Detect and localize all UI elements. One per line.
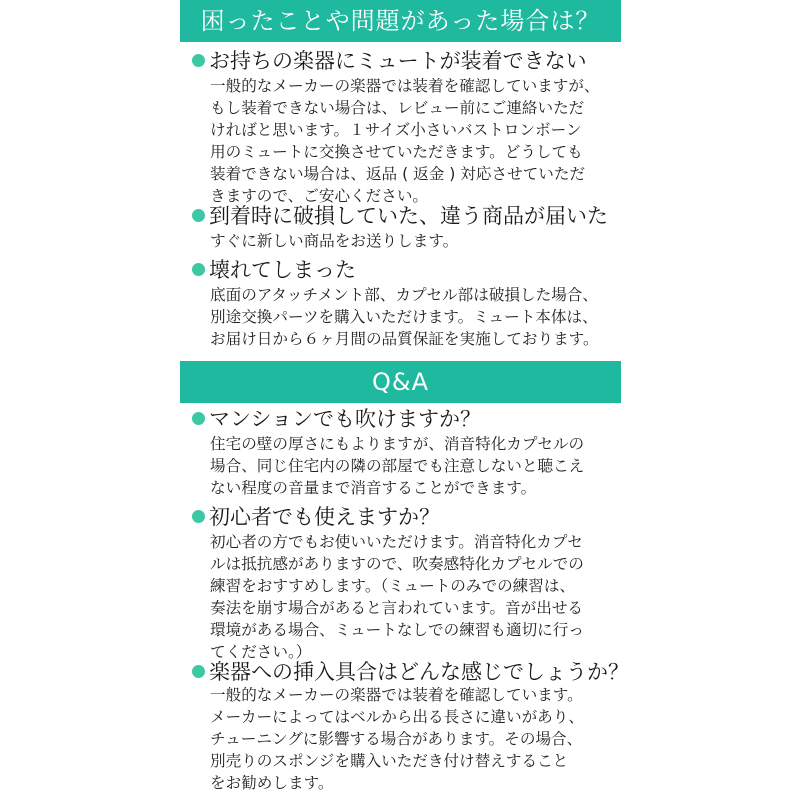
answer-damaged <box>210 230 610 252</box>
bullet-dot-icon <box>192 209 205 222</box>
bullet-dot-icon <box>192 54 205 67</box>
question-text: 到着時に破損していた、違う商品が届いた <box>209 204 608 228</box>
answer-line: もし装着できない場合は、レビュー前にご連絡いただ <box>210 99 585 117</box>
answer-line: 一般的なメーカーの楽器では装着を確認していますが、 <box>210 77 600 95</box>
question-beginner <box>192 503 440 531</box>
answer-line: お届け日から６ヶ月間の品質保証を実施しております。 <box>210 330 599 348</box>
answer-line: をお勧めします。 <box>210 774 334 792</box>
bullet-dot-icon <box>192 665 205 678</box>
answer-line: すぐに新しい商品をお送りします。 <box>210 232 459 250</box>
bullet-dot-icon <box>192 263 205 276</box>
question-text: 楽器への挿入具合はどんな感じでしょうか？ <box>209 660 629 684</box>
answer-beginner <box>210 531 610 663</box>
question-text: 壊れてしまった <box>209 258 356 282</box>
answer-line: 環境がある場合、ミュートなしでの練習も適切に行っ <box>210 621 584 639</box>
question-broken <box>192 256 356 284</box>
question-damaged <box>192 202 608 230</box>
question-insertion <box>192 658 629 686</box>
bullet-dot-icon <box>192 510 205 523</box>
answer-line: 別途交換パーツを購入いただけます。ミュート本体は、 <box>210 308 598 326</box>
answer-line: メーカーによってはベルから出る長さに違いがあり、 <box>210 708 584 726</box>
qa-banner: Q&A <box>180 361 621 403</box>
answer-line: ルは抵抗感がありますので、吹奏感特化カプセルでの <box>210 555 584 573</box>
question-text: お持ちの楽器にミュートが装着できない <box>209 49 587 73</box>
answer-line: てください。） <box>210 643 312 661</box>
answer-line: 練習をおすすめします。（ミュートのみでの練習は、 <box>210 577 576 595</box>
answer-line: 用のミュートに交換させていただきます。どうしても <box>210 143 583 161</box>
answer-line: ければと思います。１サイズ小さいバストロンボーン <box>210 121 582 139</box>
answer-line: 住宅の壁の厚さにもよりますが、消音特化カプセルの <box>210 435 585 453</box>
trouble-banner: 困ったことや問題があった場合は？ <box>180 0 621 42</box>
answer-line: 奏法を崩す場合があると言われています。音が出せる <box>210 599 584 617</box>
answer-apartment <box>210 433 610 499</box>
bullet-dot-icon <box>192 412 205 425</box>
answer-insertion <box>210 684 610 794</box>
answer-line: 底面のアタッチメント部、カプセル部は破損した場合、 <box>210 286 598 304</box>
answer-line: きますので、ご安心ください。 <box>210 187 429 205</box>
answer-line: 初心者の方でもお使いいただけます。消音特化カプセ <box>210 533 583 551</box>
answer-mute-fit <box>210 75 610 207</box>
question-text: マンションでも吹けますか？ <box>209 407 482 431</box>
answer-line: ない程度の音量まで消音することができます。 <box>210 479 537 497</box>
question-apartment <box>192 405 481 433</box>
answer-line: 別売りのスポンジを購入いただき付け替えすること <box>210 752 569 770</box>
answer-line: 一般的なメーカーの楽器では装着を確認しています。 <box>210 686 583 704</box>
answer-line: チューニングに影響する場合があります。その場合、 <box>210 730 583 748</box>
answer-line: 場合、同じ住宅内の隣の部屋でも注意しないと聴こえ <box>210 457 585 475</box>
answer-broken <box>210 284 610 350</box>
question-mute-fit <box>192 47 587 75</box>
answer-line: 装着できない場合は、返品 ( 返金 ) 対応させていただ <box>210 165 586 183</box>
question-text: 初心者でも使えますか？ <box>209 505 440 529</box>
